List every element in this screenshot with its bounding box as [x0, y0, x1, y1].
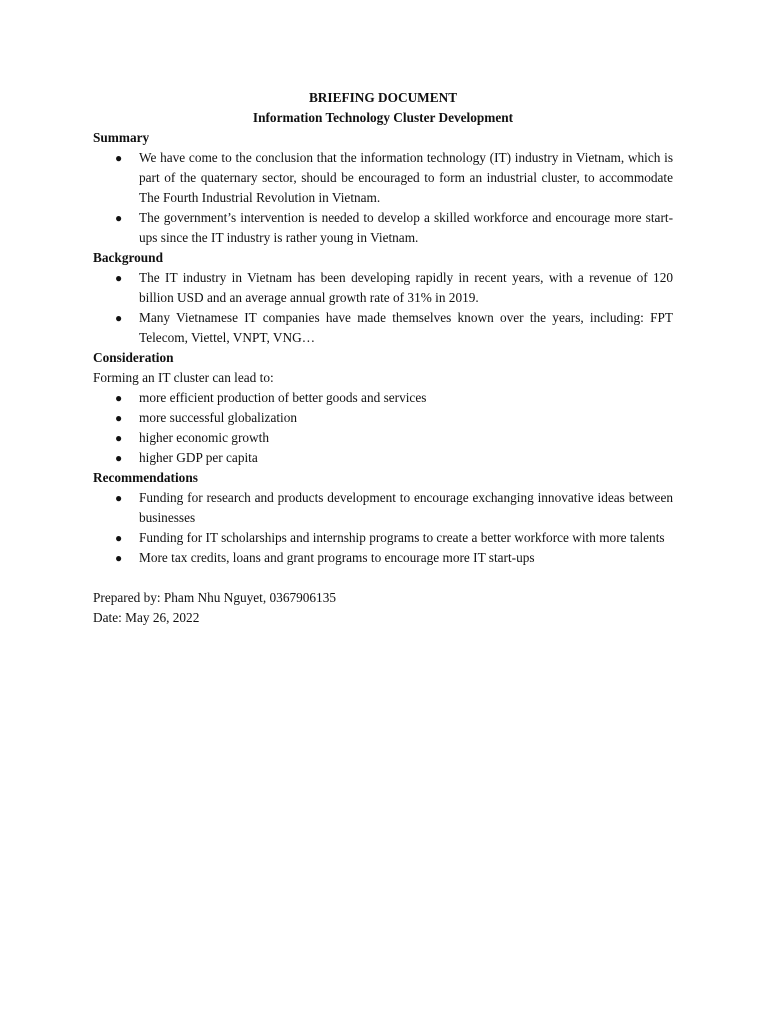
- list-item-text: Many Vietnamese IT companies have made themselves known over the years, including: FPT Telecom, Viettel, VNPT, VNG…: [139, 310, 673, 345]
- bullet-icon: ●: [115, 151, 123, 165]
- list-item-text: The IT industry in Vietnam has been developing rapidly in recent years, with a revenue of 120 billion USD and an average annual growth rate of 31% in 2019.: [139, 270, 673, 305]
- list-item-text: More tax credits, loans and grant programs to encourage more IT start-ups: [139, 550, 535, 565]
- document-page: [93, 88, 673, 628]
- document-title: BRIEFING DOCUMENT: [308, 90, 458, 105]
- list-item-text: more efficient production of better goods and services: [139, 390, 427, 405]
- bullet-icon: ●: [115, 271, 123, 285]
- list-item-text: We have come to the conclusion that the information technology (IT) industry in Vietnam, which is part of the quaternary sector, should be encouraged to form an industrial cluster, to accommodate The Fourth Industrial Revolution in Vietnam.: [139, 150, 673, 205]
- list-item: [93, 528, 673, 548]
- list-item: [93, 488, 673, 528]
- bullet-icon: ●: [115, 451, 123, 465]
- background-list: [93, 268, 673, 348]
- summary-heading: Summary: [93, 130, 150, 145]
- bullet-icon: ●: [115, 531, 123, 545]
- bullet-icon: ●: [115, 311, 123, 325]
- list-item: [93, 448, 673, 468]
- list-item-text: more successful globalization: [139, 410, 298, 425]
- prepared-by: Prepared by: Pham Nhu Nguyet, 0367906135: [93, 590, 337, 605]
- list-item-text: higher economic growth: [139, 430, 269, 445]
- document-date: Date: May 26, 2022: [93, 610, 200, 625]
- recommendations-list: [93, 488, 673, 568]
- list-item-text: higher GDP per capita: [139, 450, 258, 465]
- consideration-intro: Forming an IT cluster can lead to:: [93, 370, 274, 385]
- bullet-icon: ●: [115, 431, 123, 445]
- list-item-text: Funding for research and products development to encourage exchanging innovative ideas between businesses: [139, 490, 673, 525]
- bullet-icon: ●: [115, 551, 123, 565]
- consideration-list: [93, 388, 673, 468]
- list-item: [93, 308, 673, 348]
- bullet-icon: ●: [115, 411, 123, 425]
- document-subtitle: Information Technology Cluster Development: [252, 110, 514, 125]
- list-item: [93, 428, 673, 448]
- list-item: [93, 388, 673, 408]
- list-item: [93, 208, 673, 248]
- list-item: [93, 268, 673, 308]
- spacer: [93, 568, 673, 588]
- background-heading: Background: [93, 250, 163, 265]
- consideration-heading: Consideration: [93, 350, 174, 365]
- list-item-text: Funding for IT scholarships and internship programs to create a better workforce with more talents: [139, 530, 665, 545]
- bullet-icon: ●: [115, 491, 123, 505]
- summary-list: [93, 148, 673, 248]
- bullet-icon: ●: [115, 391, 123, 405]
- list-item: [93, 548, 673, 568]
- bullet-icon: ●: [115, 211, 123, 225]
- recommendations-heading: Recommendations: [93, 470, 198, 485]
- list-item: [93, 408, 673, 428]
- list-item-text: The government’s intervention is needed to develop a skilled workforce and encourage more start-ups since the IT industry is rather young in Vietnam.: [139, 210, 673, 245]
- list-item: [93, 148, 673, 208]
